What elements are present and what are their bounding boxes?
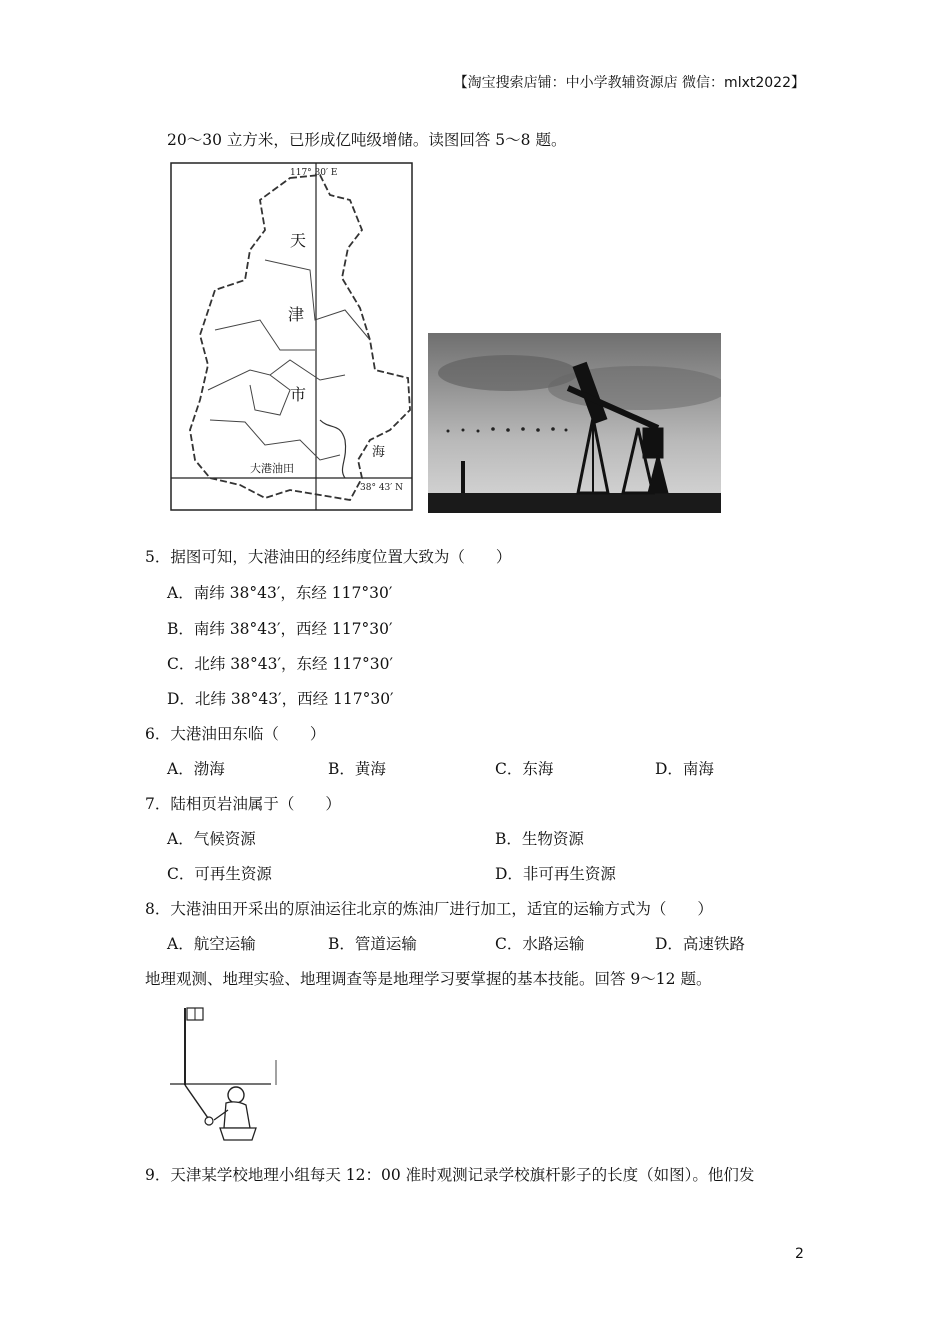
question-7-option-d: D．非可再生资源 [495,865,616,883]
question-8-option-d: D．高速铁路 [655,935,745,953]
question-7-option-c: C．可再生资源 [167,865,272,883]
flagpole-shadow-illustration [168,1000,283,1145]
question-7-stem: 7．陆相页岩油属于（ ） [145,795,341,813]
question-5-option-d: D．北纬 38°43′，西经 117°30′ [167,690,394,708]
latitude-label: 38° 43′ N [360,483,404,493]
question-6-option-c: C．东海 [495,760,554,778]
question-6-stem: 6．大港油田东临（ ） [145,725,326,743]
student-body [224,1102,250,1128]
question-5-option-a: A．南纬 38°43′，东经 117°30′ [167,584,393,602]
question-8-stem: 8．大港油田开采出的原油运往北京的炼油厂进行加工，适宜的运输方式为（ ） [145,900,713,918]
question-5-option-b: B．南纬 38°43′，西经 117°30′ [167,620,393,638]
question-9-stem: 9．天津某学校地理小组每天 12：00 准时观测记录学校旗杆影子的长度（如图）。他们发 [145,1166,755,1184]
oilfield-label: 大港油田 [250,462,294,475]
shadow-line [185,1085,208,1118]
question-8-option-c: C．水路运输 [495,935,585,953]
map-char-jin: 津 [288,305,305,324]
question-6-option-a: A．渤海 [167,760,225,778]
question-8-option-b: B．管道运输 [328,935,417,953]
page-number: 2 [795,1246,804,1262]
map-char-shi: 市 [290,385,307,404]
question-5-stem: 5．据图可知，大港油田的经纬度位置大致为（ ） [145,548,512,566]
map-sea-label: 海 [372,445,386,460]
longitude-label: 117° 30′ E [290,168,338,178]
tianjin-map [170,160,415,512]
page-header: 【淘宝搜索店铺：中小学教辅资源店 微信：mlxt2022】 [453,75,805,91]
question-6-option-d: D．南海 [655,760,714,778]
intro-line: 20～30 立方米，已形成亿吨级增储。读图回答 5～8 题。 [167,131,567,149]
map-char-tian: 天 [290,231,307,250]
question-7-option-a: A．气候资源 [167,830,256,848]
oil-pump-photo [428,333,721,513]
section-2-intro: 地理观测、地理实验、地理调查等是地理学习要掌握的基本技能。回答 9～12 题。 [145,970,712,988]
question-8-option-a: A．航空运输 [167,935,256,953]
question-5-option-c: C．北纬 38°43′，东经 117°30′ [167,655,394,673]
question-7-option-b: B．生物资源 [495,830,584,848]
student-head [228,1087,244,1103]
question-6-option-b: B．黄海 [328,760,386,778]
